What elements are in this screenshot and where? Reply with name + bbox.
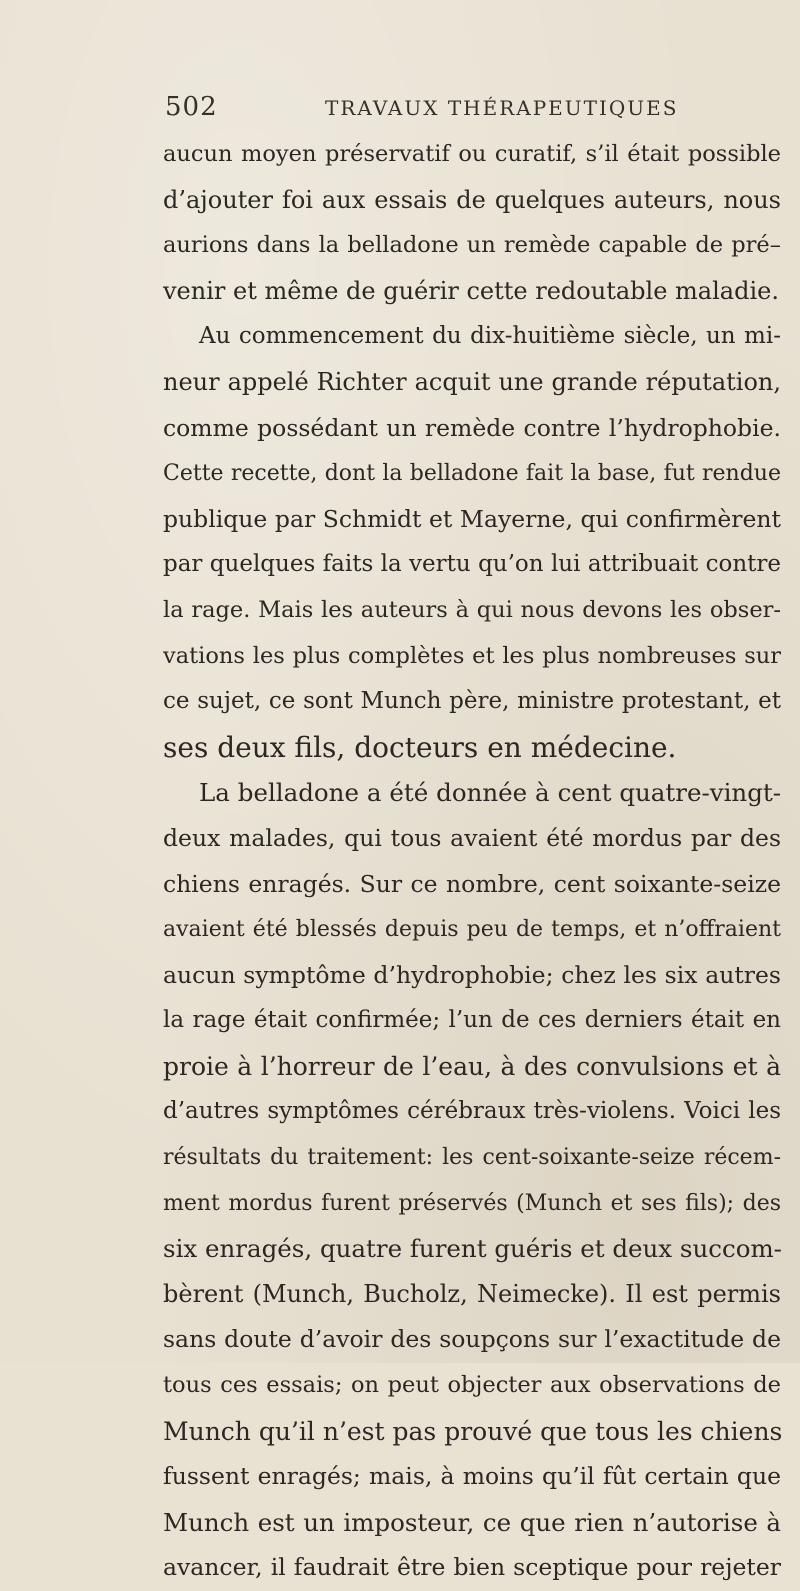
text-line: proie à l’horreur de l’eau, à des convulsions et à (163, 1051, 781, 1081)
text-line: d’ajouter foi aux essais de quelques auteurs, nous (163, 185, 781, 214)
text-line: neur appelé Richter acquit une grande réputation, (163, 367, 781, 396)
page-header (165, 92, 725, 132)
text-line: publique par Schmidt et Mayerne, qui confirmèrent (163, 504, 781, 533)
text-line: par quelques faits la vertu qu’on lui attribuait contre (163, 551, 781, 578)
text-line: aucun symptôme d’hydrophobie; chez les six autres (163, 960, 781, 989)
text-line: bèrent (Munch, Bucholz, Neimecke). Il est permis (163, 1279, 781, 1308)
text-line: deux malades, qui tous avaient été mordus par des (163, 823, 781, 852)
text-line: ce sujet, ce sont Munch père, ministre protestant, et (163, 688, 781, 715)
text-line: la rage était confirmée; l’un de ces derniers était en (163, 1007, 781, 1034)
text-line: vations les plus complètes et les plus nombreuses sur (163, 642, 781, 669)
text-line: Munch qu’il n’est pas prouvé que tous les chiens (163, 1416, 783, 1446)
text-line: Munch est un imposteur, ce que rien n’autorise à (163, 1507, 781, 1537)
text-line: aurions dans la belladone un remède capable de pré– (163, 232, 781, 259)
text-line: Cette recette, dont la belladone fait la base, fut rendue (163, 461, 781, 487)
text-line: la rage. Mais les auteurs à qui nous devons les obser- (163, 596, 781, 623)
text-line: aucun moyen préservatif ou curatif, s’il était possible (163, 141, 781, 167)
text-line: avancer, il faudrait être bien sceptique pour rejeter (163, 1553, 781, 1582)
text-line: sans doute d’avoir des soupçons sur l’exactitude de (163, 1325, 781, 1354)
text-line: ment mordus furent préservés (Munch et ses fils); des (163, 1190, 781, 1216)
text-line: La belladone a été donnée à cent quatre-vingt- (199, 778, 781, 808)
running-title: TRAVAUX THÉRAPEUTIQUES (325, 96, 679, 120)
text-line: chiens enragés. Sur ce nombre, cent soixante-seize (163, 869, 781, 898)
text-line: tous ces essais; on peut objecter aux observations de (163, 1372, 781, 1399)
text-line: Au commencement du dix-huitième siècle, un mi- (199, 323, 781, 350)
page-number: 502 (165, 92, 218, 122)
text-line: avaient été blessés depuis peu de temps, et n’offraient (163, 917, 781, 943)
text-line: comme possédant un remède contre l’hydrophobie. (163, 413, 781, 442)
text-line: résultats du traitement: les cent-soixante-seize récem- (163, 1145, 781, 1171)
text-line: fussent enragés; mais, à moins qu’il fût certain que (163, 1462, 781, 1491)
text-line: d’autres symptômes cérébraux très-violens. Voici les (163, 1098, 781, 1125)
body-text (163, 132, 781, 1591)
text-line: six enragés, quatre furent guéris et deux succom- (163, 1234, 782, 1264)
text-line: ses deux fils, docteurs en médecine. (163, 730, 677, 764)
text-line: venir et même de guérir cette redoutable maladie. (163, 276, 779, 305)
